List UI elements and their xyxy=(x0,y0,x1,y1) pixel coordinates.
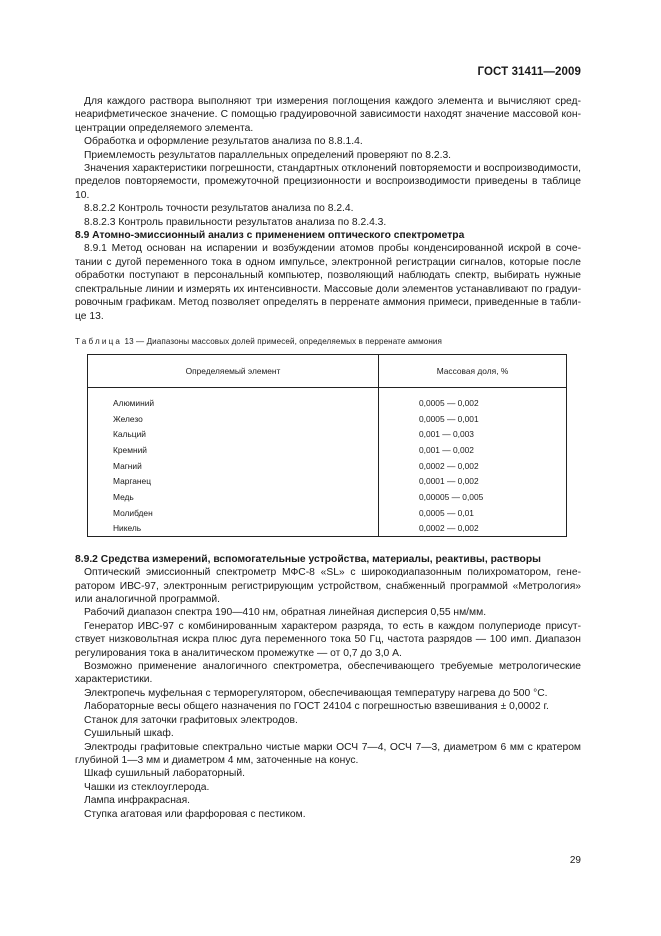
table-row xyxy=(88,473,567,489)
range-cell: 0,00005 — 0,005 xyxy=(379,489,567,505)
paragraph: Рабочий диапазон спектра 190—410 нм, обратная линейная дисперсия 0,55 нм/мм. xyxy=(84,607,487,619)
paragraph: Значения характеристики погрешности, стандартных отклонений повторяемости и воспроизводимости, пределов повторяемости, промежуточной прецизионности и воспроизводимости приведены в таблице 10. xyxy=(75,163,581,201)
range-cell: 0,0001 — 0,002 xyxy=(379,473,567,489)
element-cell: Кальций xyxy=(88,426,379,442)
page-number: 29 xyxy=(569,855,581,866)
table-row xyxy=(88,410,567,426)
paragraph: Обработка и оформление результатов анализа по 8.8.1.4. xyxy=(84,136,363,148)
paragraph: Генератор ИВС-97 с комбинированным характером разряда, то есть в каждом полупериоде присутствует низковольтная искра плюс дуга переменного тока 50 Гц, частота разрядов — 100 имп. Диапазон регулирования тока в аналитическом промежутке — от 0,7 до 3,0 А. xyxy=(75,620,581,659)
section-heading-8-9: 8.9 Атомно-эмиссионный анализ с применением оптического спектрометра xyxy=(75,230,465,242)
range-cell: 0,0005 — 0,01 xyxy=(379,504,567,520)
paragraph: Приемлемость результатов параллельных определений проверяют по 8.2.3. xyxy=(84,149,452,161)
table-row xyxy=(88,520,567,536)
document-code: ГОСТ 31411—2009 xyxy=(477,66,581,78)
impurity-table xyxy=(87,354,567,537)
element-cell: Медь xyxy=(88,489,379,505)
column-header-fraction: Массовая доля, % xyxy=(379,355,567,388)
table-row xyxy=(88,388,567,411)
paragraph: Чашки из стеклоуглерода. xyxy=(84,781,210,793)
document-body xyxy=(75,95,581,821)
range-cell: 0,0002 — 0,002 xyxy=(379,520,567,536)
element-cell: Железо xyxy=(88,410,379,426)
paragraph: Сушильный шкаф. xyxy=(84,728,174,740)
paragraph: Лабораторные весы общего назначения по ГОСТ 24104 с погрешностью взвешивания ± 0,0002 г. xyxy=(84,701,549,713)
element-cell: Магний xyxy=(88,457,379,473)
range-cell: 0,001 — 0,002 xyxy=(379,442,567,458)
paragraph: Для каждого раствора выполняют три измерения поглощения каждого элемента и вычисляют среднеарифметическое значение. С помощью градуировочной зависимости находят значение массовой концентрации определяемого элемента. xyxy=(75,96,581,134)
paragraph: 8.8.2.2 Контроль точности результатов анализа по 8.2.4. xyxy=(84,203,354,215)
column-header-element: Определяемый элемент xyxy=(88,355,379,388)
table-caption-prefix: Таблица xyxy=(75,336,123,346)
element-cell: Марганец xyxy=(88,473,379,489)
table-caption-text: 13 — Диапазоны массовых долей примесей, определяемых в перренате аммония xyxy=(122,336,443,346)
table-row xyxy=(88,426,567,442)
range-cell: 0,0005 — 0,001 xyxy=(379,410,567,426)
table-row xyxy=(88,457,567,473)
paragraph: Электропечь муфельная с терморегулятором, обеспечивающая температуру нагрева до 500 °С. xyxy=(84,687,548,699)
section-8-9-2 xyxy=(75,553,581,821)
paragraph: Оптический эмиссионный спектрометр МФС-8 «SL» с широкодиапазонным полихроматором, генератором ИВС-97, электронным регистрирующим устройством, снабженный программой «Метрология» или аналогичной программой. xyxy=(75,567,581,606)
paragraph: Ступка агатовая или фарфоровая с пестиком. xyxy=(84,808,306,820)
range-cell: 0,001 — 0,003 xyxy=(379,426,567,442)
element-cell: Никель xyxy=(88,520,379,536)
paragraph: 8.8.2.3 Контроль правильности результатов анализа по 8.2.4.3. xyxy=(84,216,387,228)
table-row xyxy=(88,504,567,520)
paragraph: Шкаф сушильный лабораторный. xyxy=(84,768,245,780)
paragraph: Станок для заточки графитовых электродов. xyxy=(84,714,298,726)
range-cell: 0,0005 — 0,002 xyxy=(379,388,567,411)
element-cell: Молибден xyxy=(88,504,379,520)
section-heading-8-9-2: 8.9.2 Средства измерений, вспомогательные устройства, материалы, реактивы, растворы xyxy=(75,553,541,565)
paragraph: 8.9.1 Метод основан на испарении и возбуждении атомов пробы конденсированной искрой в сочетании с дугой переменного тока в одном импульсе, электронной регистрации сигналов, которые после обработки поступают в персональный компьютер, позволяющий наблюдать спектр, выбирать нужные спектральные линии и измерять их интенсивности. Массовые доли элементов устанавливают по градуировочным графикам. Метод позволяет определять в перренате аммония примеси, приведенные в таблице 13. xyxy=(75,243,581,322)
paragraph: Лампа инфракрасная. xyxy=(84,795,191,807)
table-caption xyxy=(75,335,581,348)
element-cell: Алюминий xyxy=(88,388,379,411)
table-row xyxy=(88,489,567,505)
table-row xyxy=(88,442,567,458)
paragraph: Электроды графитовые спектрально чистые марки ОСЧ 7—4, ОСЧ 7—3, диаметром 6 мм с кратером глубиной 1—3 мм и диаметром 4 мм, заточенные на конус. xyxy=(75,741,581,766)
range-cell: 0,0002 — 0,002 xyxy=(379,457,567,473)
paragraph: Возможно применение аналогичного спектрометра, обеспечивающего требуемые метрологические характеристики. xyxy=(75,661,581,686)
element-cell: Кремний xyxy=(88,442,379,458)
